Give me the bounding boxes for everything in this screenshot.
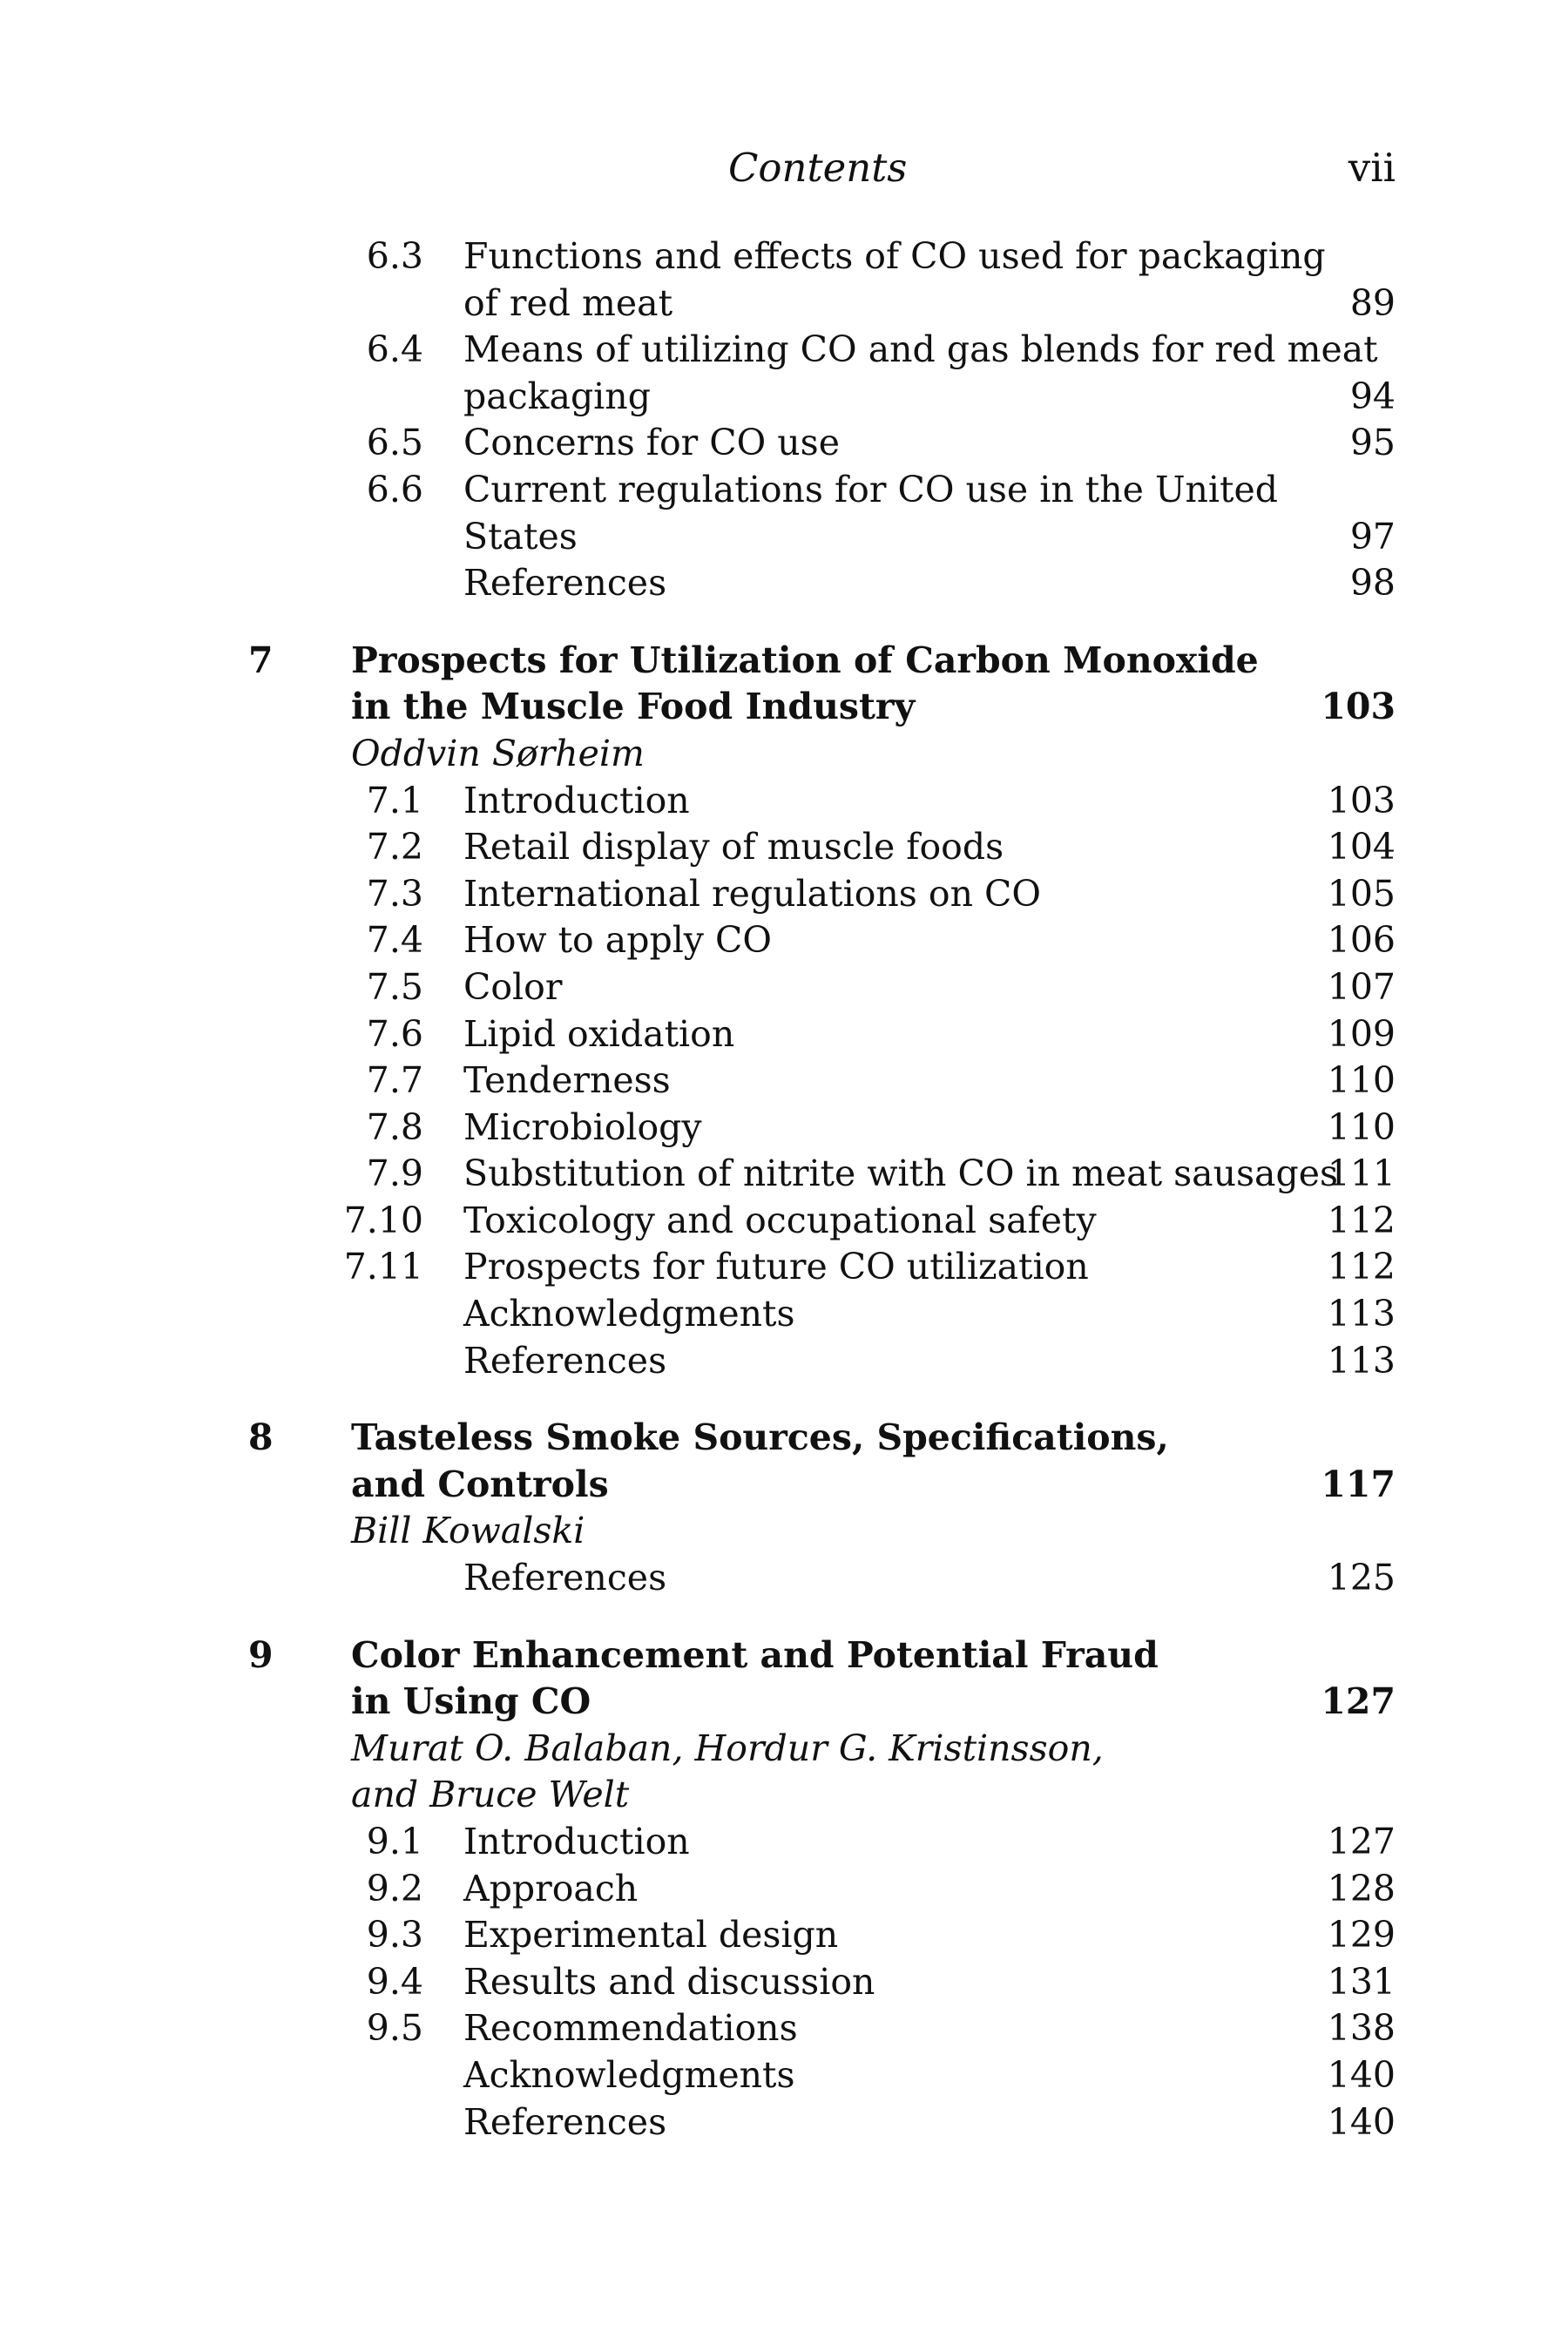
toc-entry-line	[0, 964, 1568, 1011]
chapter-authors: and Bruce Welt	[351, 1774, 630, 1816]
section-page-number: 103	[1327, 779, 1396, 821]
chapter-authors: Oddvin Sørheim	[351, 732, 645, 774]
chapter-heading-line	[0, 1679, 1568, 1726]
toc-entry-line	[0, 1555, 1568, 1602]
chapter-author-line	[0, 731, 1568, 778]
toc-entry-line	[0, 917, 1568, 964]
toc-entry-line	[0, 871, 1568, 918]
chapter-page-number: 103	[1321, 686, 1396, 728]
section-page-number: 112	[1327, 1246, 1396, 1288]
section-page-number: 111	[1327, 1152, 1396, 1195]
section-number: 9.5	[366, 2007, 423, 2050]
section-page-number: 104	[1327, 826, 1396, 868]
toc-entry-line	[0, 420, 1568, 467]
toc-entry-line	[0, 1244, 1568, 1291]
toc-entry-line	[0, 2099, 1568, 2146]
section-title: Microbiology	[463, 1105, 702, 1148]
section-page-number: 140	[1327, 2100, 1396, 2143]
section-title: Current regulations for CO use in the United	[463, 468, 1279, 510]
section-number: 7.7	[366, 1059, 423, 1102]
toc-entry-line	[0, 233, 1568, 280]
chapter-title: Prospects for Utilization of Carbon Monoxide	[351, 639, 1259, 681]
toc-entry-line	[0, 467, 1568, 514]
section-page-number: 140	[1327, 2053, 1396, 2096]
section-number: 7.1	[366, 779, 423, 821]
chapter-title: and Controls	[351, 1463, 609, 1505]
chapter-page-number: 127	[1321, 1680, 1396, 1723]
section-number: 6.3	[366, 235, 423, 277]
section-number: 7.4	[366, 919, 423, 962]
toc-entry-line	[0, 514, 1568, 561]
running-header-page-number: vii	[1348, 145, 1396, 191]
section-title: Recommendations	[463, 2007, 798, 2050]
chapter-number: 8	[248, 1416, 274, 1459]
chapter-heading-line	[0, 1415, 1568, 1462]
toc-entry-line	[0, 1338, 1568, 1385]
chapter-heading-line	[0, 1632, 1568, 1680]
toc-entry-line	[0, 1151, 1568, 1198]
section-page-number: 127	[1327, 1821, 1396, 1862]
section-title: Introduction	[463, 1821, 690, 1862]
section-page-number: 97	[1349, 515, 1396, 558]
section-number: 7.3	[366, 872, 423, 915]
toc-entry-line	[0, 1912, 1568, 1959]
section-title: Functions and effects of CO used for packaging	[463, 235, 1326, 277]
section-title: How to apply CO	[463, 919, 772, 962]
toc-entry-line	[0, 2005, 1568, 2052]
section-page-number: 107	[1327, 965, 1396, 1008]
section-title: Tenderness	[463, 1059, 671, 1102]
table-of-contents	[0, 233, 1568, 2146]
section-title: Introduction	[463, 779, 690, 821]
chapter-spacer	[0, 1384, 1568, 1415]
section-title: of red meat	[463, 281, 673, 324]
chapter-heading-line	[0, 638, 1568, 685]
section-number: 7.11	[343, 1246, 423, 1288]
section-title: Substitution of nitrite with CO in meat sausages	[463, 1152, 1339, 1195]
chapter-author-line	[0, 1508, 1568, 1555]
section-title: Lipid oxidation	[463, 1012, 735, 1055]
toc-entry-line	[0, 280, 1568, 328]
chapter-number: 7	[248, 639, 274, 681]
section-page-number: 131	[1327, 1960, 1396, 2003]
section-title: Toxicology and occupational safety	[463, 1199, 1097, 1241]
section-number: 7.2	[366, 826, 423, 868]
section-page-number: 113	[1327, 1293, 1396, 1335]
section-number: 7.5	[366, 965, 423, 1008]
toc-entry-line	[0, 560, 1568, 607]
section-page-number: 94	[1349, 375, 1396, 417]
section-page-number: 98	[1349, 562, 1396, 605]
chapter-heading-line	[0, 1462, 1568, 1509]
chapter-title: Tasteless Smoke Sources, Specifications,	[351, 1416, 1169, 1459]
section-page-number: 113	[1327, 1339, 1396, 1382]
section-title: Color	[463, 965, 563, 1008]
chapter-authors: Bill Kowalski	[351, 1510, 585, 1552]
chapter-author-line	[0, 1772, 1568, 1819]
section-title: Experimental design	[463, 1914, 839, 1957]
section-number: 9.4	[366, 1960, 423, 2003]
section-number: 7.8	[366, 1105, 423, 1148]
section-title: International regulations on CO	[463, 872, 1041, 915]
section-title: Acknowledgments	[463, 2053, 795, 2096]
section-number: 7.10	[343, 1199, 423, 1241]
toc-entry-line	[0, 1291, 1568, 1338]
section-page-number: 110	[1327, 1059, 1396, 1102]
chapter-title: in Using CO	[351, 1680, 591, 1723]
section-title: Retail display of muscle foods	[463, 826, 1004, 868]
toc-entry-line	[0, 1058, 1568, 1105]
chapter-spacer	[0, 607, 1568, 638]
section-page-number: 129	[1327, 1914, 1396, 1957]
section-title: Concerns for CO use	[463, 422, 840, 464]
toc-entry-line	[0, 1105, 1568, 1152]
section-number: 6.6	[366, 468, 423, 510]
section-page-number: 110	[1327, 1105, 1396, 1148]
toc-entry-line	[0, 374, 1568, 421]
toc-entry-line	[0, 327, 1568, 374]
section-title: References	[463, 1557, 667, 1599]
section-title: States	[463, 515, 578, 558]
toc-entry-line	[0, 1866, 1568, 1913]
section-number: 7.6	[366, 1012, 423, 1055]
toc-entry-line	[0, 778, 1568, 825]
chapter-number: 9	[248, 1633, 274, 1676]
chapter-spacer	[0, 1602, 1568, 1632]
section-number: 6.5	[366, 422, 423, 464]
running-header-title: Contents	[728, 145, 908, 191]
toc-entry-line	[0, 1819, 1568, 1866]
section-page-number: 89	[1349, 281, 1396, 324]
toc-entry-line	[0, 1011, 1568, 1058]
section-page-number: 125	[1327, 1557, 1396, 1599]
section-title: packaging	[463, 375, 651, 417]
toc-entry-line	[0, 1198, 1568, 1245]
section-title: Approach	[463, 1867, 639, 1909]
section-number: 6.4	[366, 328, 423, 371]
toc-entry-line	[0, 824, 1568, 871]
section-page-number: 138	[1327, 2007, 1396, 2050]
chapter-title: in the Muscle Food Industry	[351, 686, 916, 728]
section-title: References	[463, 2100, 667, 2143]
section-title: References	[463, 562, 667, 605]
section-title: References	[463, 1339, 667, 1382]
section-number: 9.3	[366, 1914, 423, 1957]
section-page-number: 109	[1327, 1012, 1396, 1055]
section-title: Results and discussion	[463, 1960, 875, 2003]
section-number: 7.9	[366, 1152, 423, 1195]
section-title: Prospects for future CO utilization	[463, 1246, 1089, 1288]
section-number: 9.2	[366, 1867, 423, 1909]
chapter-author-line	[0, 1726, 1568, 1773]
chapter-heading-line	[0, 684, 1568, 731]
section-page-number: 106	[1327, 919, 1396, 962]
chapter-authors: Murat O. Balaban, Hordur G. Kristinsson,	[351, 1727, 1104, 1769]
section-title: Means of utilizing CO and gas blends for red meat	[463, 328, 1378, 371]
section-page-number: 95	[1349, 422, 1396, 464]
section-page-number: 105	[1327, 872, 1396, 915]
section-title: Acknowledgments	[463, 1293, 795, 1335]
toc-entry-line	[0, 1959, 1568, 2006]
section-page-number: 112	[1327, 1199, 1396, 1241]
section-page-number: 128	[1327, 1867, 1396, 1909]
chapter-title: Color Enhancement and Potential Fraud	[351, 1633, 1159, 1676]
chapter-page-number: 117	[1321, 1463, 1396, 1505]
toc-entry-line	[0, 2052, 1568, 2099]
section-number: 9.1	[366, 1821, 423, 1862]
